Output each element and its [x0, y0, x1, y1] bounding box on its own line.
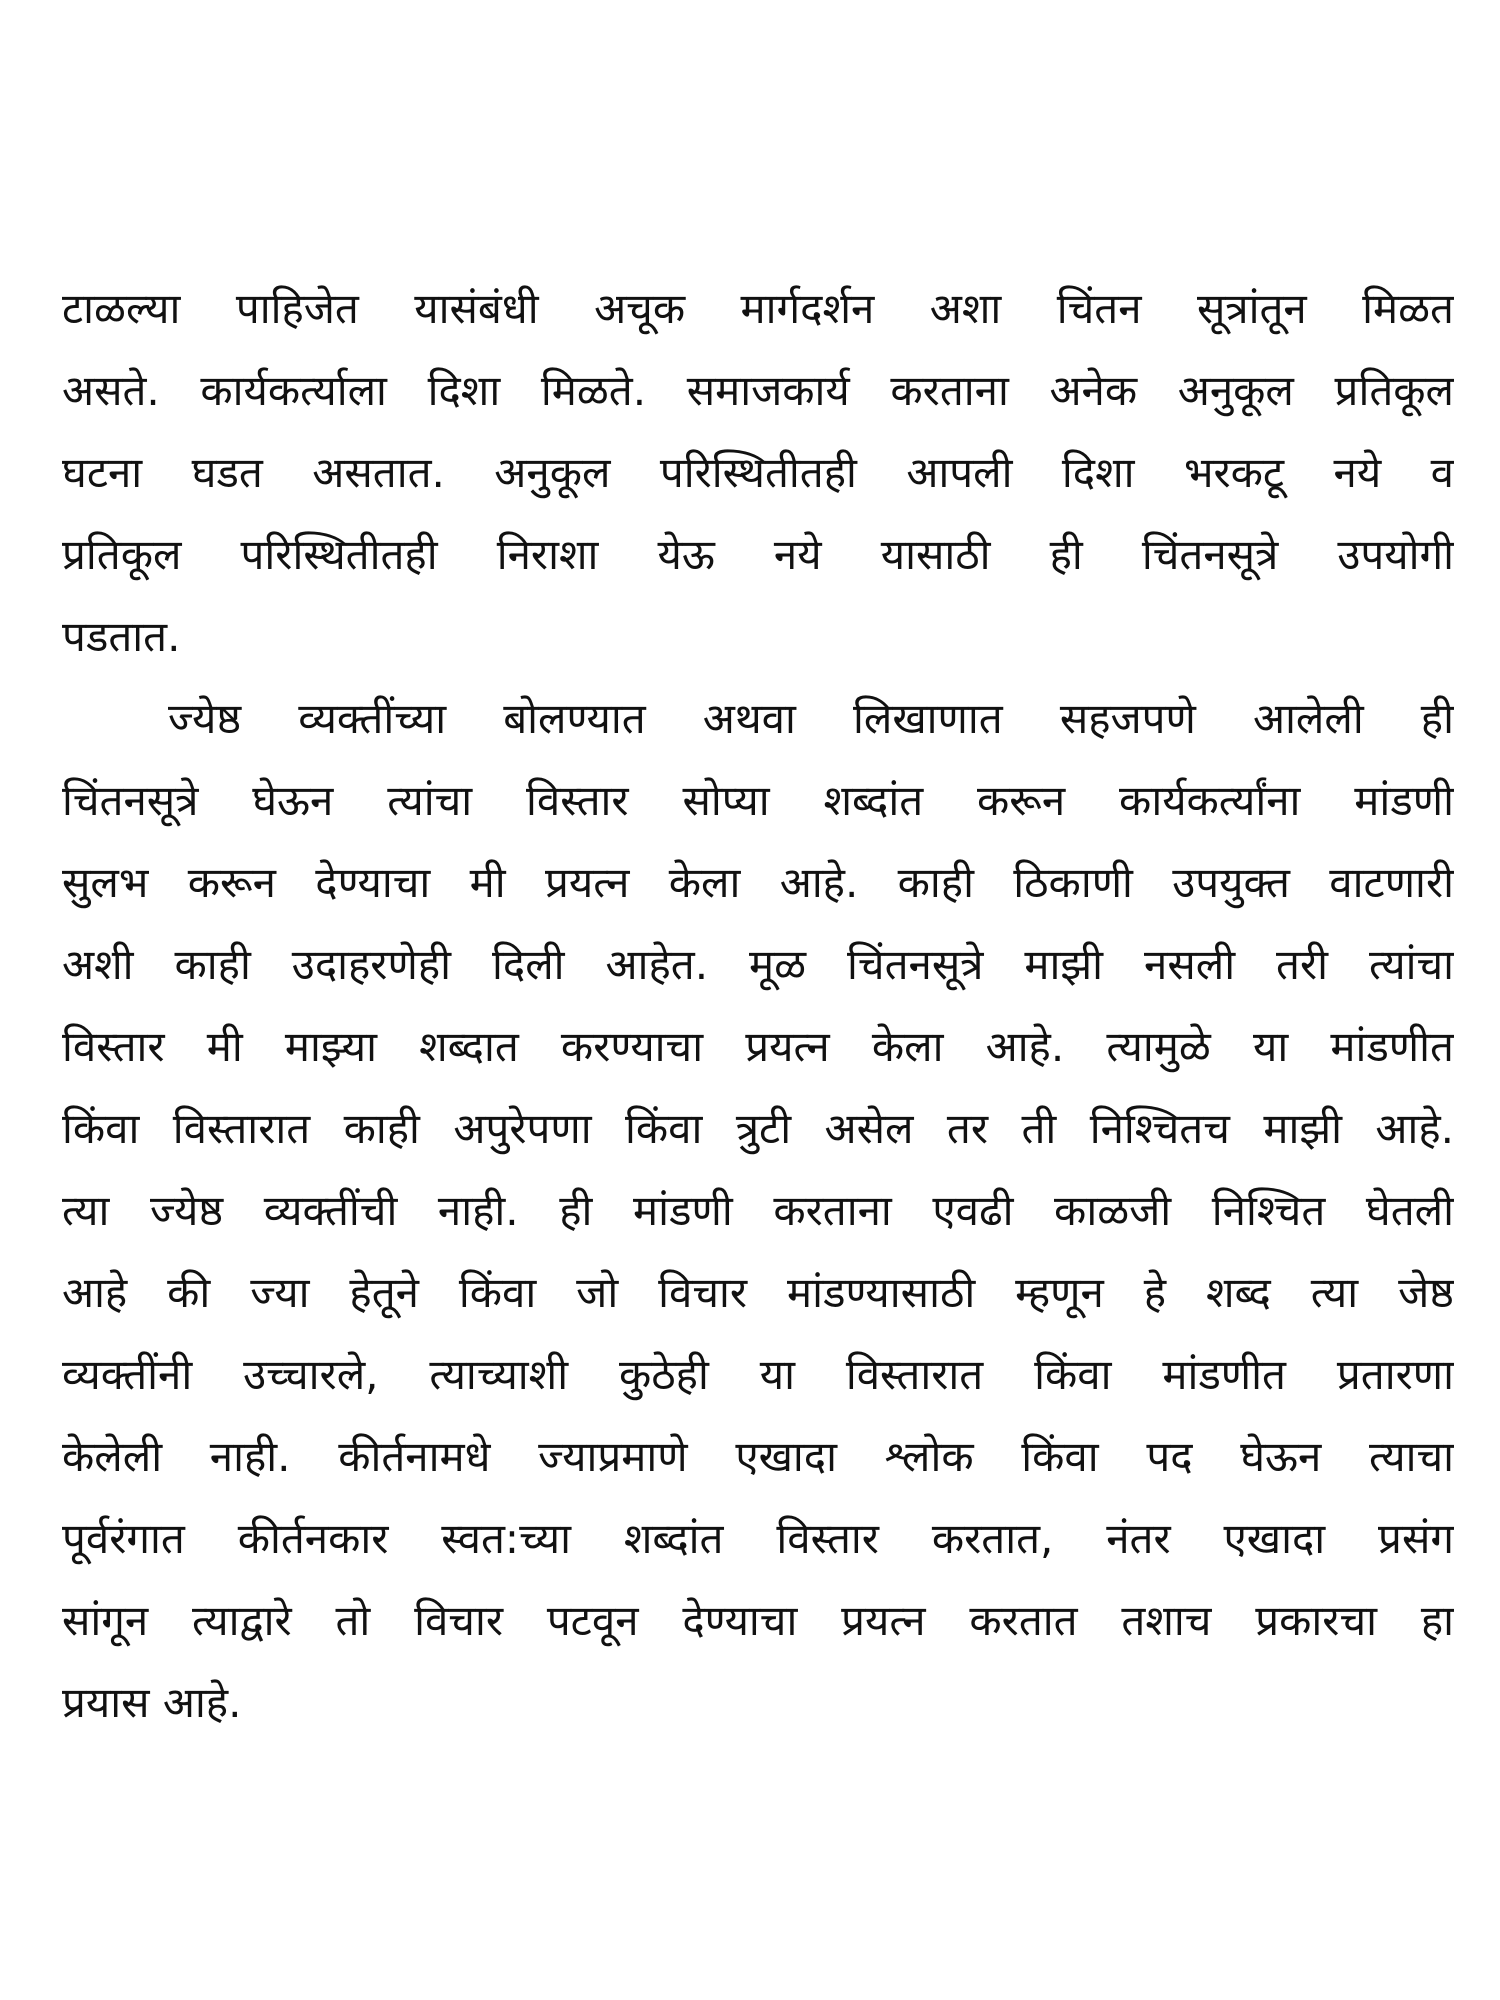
text-line: ज्येष्ठ व्यक्तींच्या बोलण्यात अथवा लिखाणात सहजपणे आलेली ही [168, 694, 1454, 743]
text-line: विस्तार मी माझ्या शब्दात करण्याचा प्रयत्न केला आहे. त्यामुळे या मांडणीत [62, 1022, 1454, 1071]
paragraph-2 [62, 678, 1454, 1744]
text-line: प्रयास आहे. [62, 1678, 242, 1727]
text-line: आहे की ज्या हेतूने किंवा जो विचार मांडण्यासाठी म्हणून हे शब्द त्या जेष्ठ [62, 1268, 1454, 1317]
text-line: असते. कार्यकर्त्याला दिशा मिळते. समाजकार्य करताना अनेक अनुकूल प्रतिकूल [62, 366, 1454, 415]
paragraph-1 [62, 268, 1454, 678]
text-line: व्यक्तींनी उच्चारले, त्याच्याशी कुठेही या विस्तारात किंवा मांडणीत प्रतारणा [62, 1350, 1454, 1399]
text-line: पूर्वरंगात कीर्तनकार स्वत:च्या शब्दांत विस्तार करतात, नंतर एखादा प्रसंग [62, 1514, 1454, 1563]
text-line: घटना घडत असतात. अनुकूल परिस्थितीतही आपली दिशा भरकटू नये व [62, 448, 1454, 497]
text-line: सांगून त्याद्वारे तो विचार पटवून देण्याचा प्रयत्न करतात तशाच प्रकारचा हा [62, 1596, 1454, 1645]
text-line: चिंतनसूत्रे घेऊन त्यांचा विस्तार सोप्या शब्दांत करून कार्यकर्त्यांना मांडणी [62, 776, 1454, 825]
text-line: त्या ज्येष्ठ व्यक्तींची नाही. ही मांडणी करताना एवढी काळजी निश्चित घेतली [62, 1186, 1454, 1235]
text-line: केलेली नाही. कीर्तनामधे ज्याप्रमाणे एखादा श्लोक किंवा पद घेऊन त्याचा [62, 1432, 1454, 1481]
text-line: पडतात. [62, 612, 181, 661]
text-line: अशी काही उदाहरणेही दिली आहेत. मूळ चिंतनसूत्रे माझी नसली तरी त्यांचा [62, 940, 1454, 989]
text-line: सुलभ करून देण्याचा मी प्रयत्न केला आहे. काही ठिकाणी उपयुक्त वाटणारी [62, 858, 1454, 907]
body-text [62, 268, 1454, 1744]
text-line: टाळल्या पाहिजेत यासंबंधी अचूक मार्गदर्शन अशा चिंतन सूत्रांतून मिळत [62, 284, 1454, 333]
text-line: किंवा विस्तारात काही अपुरेपणा किंवा त्रुटी असेल तर ती निश्चितच माझी आहे. [62, 1104, 1454, 1153]
text-line: प्रतिकूल परिस्थितीतही निराशा येऊ नये यासाठी ही चिंतनसूत्रे उपयोगी [62, 530, 1454, 579]
